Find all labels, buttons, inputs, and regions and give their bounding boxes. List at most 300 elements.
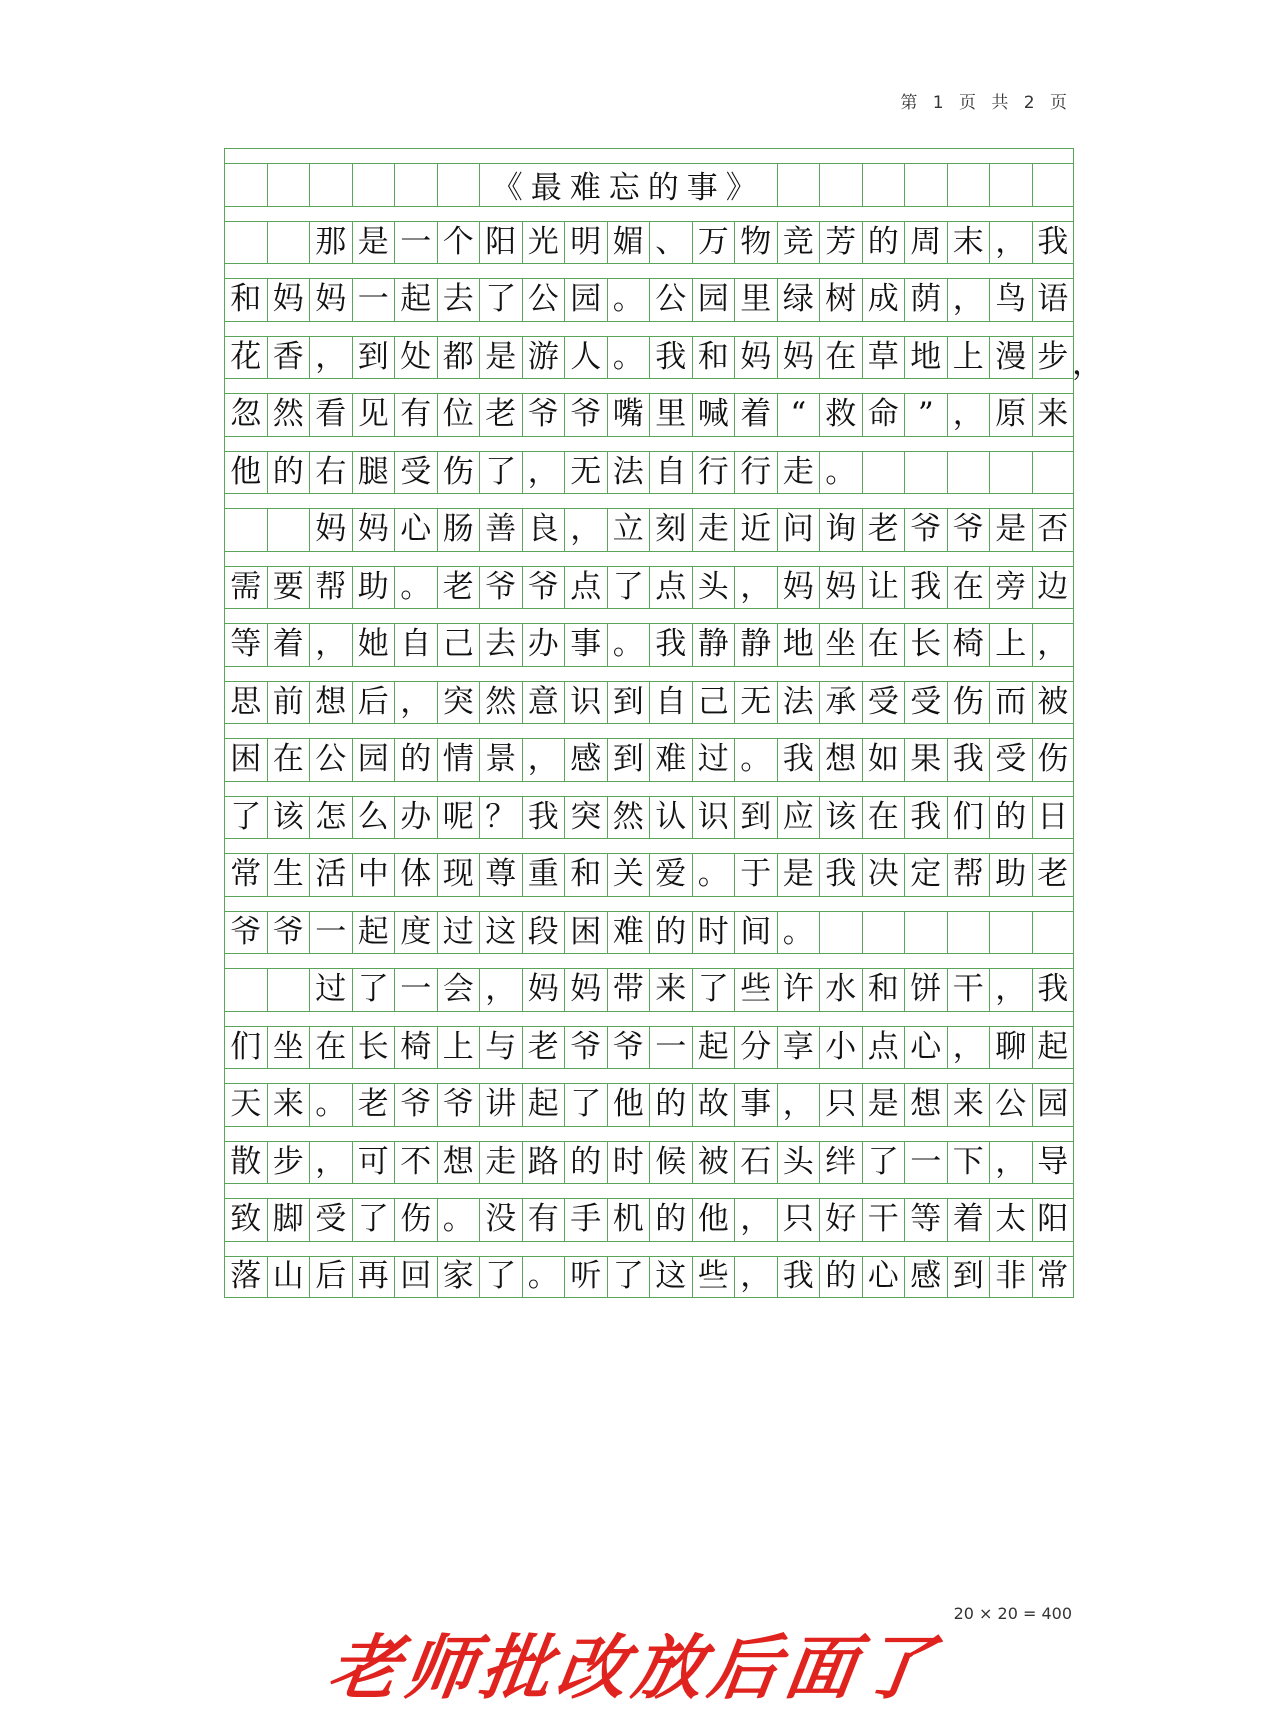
grid-cell: 的	[649, 912, 692, 954]
grid-cell: 花	[224, 337, 267, 379]
grid-cell: 头	[777, 1142, 820, 1184]
grid-cell: 生	[267, 854, 310, 896]
grid-cell	[224, 164, 267, 206]
grid-cell: 起	[352, 912, 395, 954]
text-row	[224, 278, 1074, 321]
grid-cell	[904, 912, 947, 954]
text-row	[224, 1026, 1074, 1069]
grid-cell: ，	[309, 624, 352, 666]
grid-cell: 了	[692, 969, 735, 1011]
grid-cell: 他	[692, 1199, 735, 1241]
row-spacer	[224, 378, 1074, 393]
grid-cell: 竞	[777, 222, 820, 264]
grid-cell: 致	[224, 1199, 267, 1241]
row-spacer	[224, 1068, 1074, 1083]
grid-cell: 绿	[777, 279, 820, 321]
grid-cell: 那	[309, 222, 352, 264]
grid-cell: 一	[309, 912, 352, 954]
grid-cell: 小	[819, 1027, 862, 1069]
grid-cell: 路	[522, 1142, 565, 1184]
grid-cell: 天	[224, 1084, 267, 1126]
grid-cell: 妈	[564, 969, 607, 1011]
grid-cell: 了	[862, 1142, 905, 1184]
grid-cell: 一	[352, 279, 395, 321]
grid-cell: 许	[777, 969, 820, 1011]
grid-cell: 的	[649, 1199, 692, 1241]
grid-cell: 的	[819, 1257, 862, 1298]
grid-cell: 原	[989, 394, 1032, 436]
text-row	[224, 738, 1074, 781]
grid-cell: 我	[649, 624, 692, 666]
grid-cell: 意	[522, 682, 565, 724]
grid-cell	[1032, 912, 1075, 954]
grid-cell: 呢	[437, 797, 480, 839]
grid-cell	[989, 912, 1032, 954]
grid-cell: 有	[522, 1199, 565, 1241]
grid-cell: 个	[437, 222, 480, 264]
grid-cell: 地	[777, 624, 820, 666]
grid-cell: 和	[692, 337, 735, 379]
grid-cell: 点	[564, 567, 607, 609]
grid-cell: 爷	[564, 394, 607, 436]
grid-cell: 否	[1032, 509, 1075, 551]
grid-cell: 伤	[1032, 739, 1075, 781]
grid-cell: 爷	[479, 567, 522, 609]
grid-cell: ，	[734, 567, 777, 609]
grid-cell	[904, 452, 947, 494]
grid-cell: 在	[267, 739, 310, 781]
grid-cell: 一	[904, 1142, 947, 1184]
grid-cell: 爷	[607, 1027, 650, 1069]
overflow-comma: ，	[1072, 345, 1103, 382]
grid-cell: 了	[224, 797, 267, 839]
grid-cell: 的	[564, 1142, 607, 1184]
grid-cell: 只	[819, 1084, 862, 1126]
grid-cell: 要	[267, 567, 310, 609]
grid-cell: “	[777, 394, 820, 436]
grid-cell: 尊	[479, 854, 522, 896]
grid-cell: 这	[649, 1257, 692, 1298]
grid-cell: 边	[1032, 567, 1075, 609]
grid-cell: 到	[352, 337, 395, 379]
grid-cell: 么	[352, 797, 395, 839]
grid-cell: 肠	[437, 509, 480, 551]
grid-cell: 妈	[352, 509, 395, 551]
grid-cell: 们	[224, 1027, 267, 1069]
text-row	[224, 796, 1074, 839]
grid-cell: 看	[309, 394, 352, 436]
grid-cell: 度	[394, 912, 437, 954]
grid-cell: 等	[224, 624, 267, 666]
grid-cell: 受	[862, 682, 905, 724]
grid-cell: 们	[947, 797, 990, 839]
grid-cell: 分	[734, 1027, 777, 1069]
grid-cell: 饼	[904, 969, 947, 1011]
grid-cell: 到	[947, 1257, 990, 1298]
grid-cell: 伤	[437, 452, 480, 494]
text-row	[224, 623, 1074, 666]
grid-cell	[947, 912, 990, 954]
essay-title: 《最难忘的事》	[479, 164, 777, 206]
grid-cell: 椅	[394, 1027, 437, 1069]
grid-cell: 了	[479, 452, 522, 494]
grid-cell	[267, 969, 310, 1011]
grid-cell: 都	[437, 337, 480, 379]
grid-cell: 干	[862, 1199, 905, 1241]
grid-cell: 的	[989, 797, 1032, 839]
grid-cell: 了	[352, 969, 395, 1011]
grid-cell: 脚	[267, 1199, 310, 1241]
grid-cell: 在	[819, 337, 862, 379]
grid-cell: 旁	[989, 567, 1032, 609]
text-row	[224, 508, 1074, 551]
grid-cell	[267, 164, 310, 206]
grid-cell: 事	[734, 1084, 777, 1126]
grid-cell: 想	[819, 739, 862, 781]
grid-cell: 段	[522, 912, 565, 954]
grid-cell	[394, 164, 437, 206]
grid-cell: 步	[267, 1142, 310, 1184]
grid-cell: 走	[777, 452, 820, 494]
grid-cell: 荫	[904, 279, 947, 321]
grid-cell	[947, 164, 990, 206]
grid-cell: 被	[692, 1142, 735, 1184]
grid-cell: 会	[437, 969, 480, 1011]
grid-cell	[862, 452, 905, 494]
grid-cell: 的	[649, 1084, 692, 1126]
grid-cell: 爷	[224, 912, 267, 954]
grid-cell: 我	[819, 854, 862, 896]
grid-cell: 语	[1032, 279, 1075, 321]
grid-cell: 我	[649, 337, 692, 379]
grid-cell: 成	[862, 279, 905, 321]
grid-cell: 后	[352, 682, 395, 724]
grid-cell: 在	[309, 1027, 352, 1069]
grid-cell: 一	[394, 969, 437, 1011]
grid-cell: 然	[607, 797, 650, 839]
grid-cell: 老	[479, 394, 522, 436]
text-row	[224, 911, 1074, 954]
text-row	[224, 451, 1074, 494]
grid-cell: 里	[649, 394, 692, 436]
grid-cell: 常	[224, 854, 267, 896]
grid-cell	[437, 164, 480, 206]
grid-cell: 命	[862, 394, 905, 436]
grid-cell: 腿	[352, 452, 395, 494]
row-spacer	[224, 1241, 1074, 1256]
grid-cell: 在	[862, 797, 905, 839]
grid-cell: 位	[437, 394, 480, 436]
grid-cell: 芳	[819, 222, 862, 264]
grid-cell: 与	[479, 1027, 522, 1069]
grid-cell: 问	[777, 509, 820, 551]
grid-cell: 坐	[267, 1027, 310, 1069]
grid-cell: 园	[1032, 1084, 1075, 1126]
grid-cell: 里	[734, 279, 777, 321]
grid-cell: 过	[309, 969, 352, 1011]
grid-cell: 故	[692, 1084, 735, 1126]
grid-cell: 。	[607, 624, 650, 666]
grid-cell: 刻	[649, 509, 692, 551]
grid-cell: 在	[862, 624, 905, 666]
grid-cell: 到	[607, 682, 650, 724]
grid-cell: 妈	[309, 279, 352, 321]
grid-cell: 承	[819, 682, 862, 724]
row-spacer	[224, 493, 1074, 508]
manuscript-grid	[224, 148, 1074, 1298]
grid-cell: 园	[352, 739, 395, 781]
row-spacer	[224, 723, 1074, 738]
grid-cell: 末	[947, 222, 990, 264]
grid-cell: 识	[692, 797, 735, 839]
grid-cell: 爷	[394, 1084, 437, 1126]
grid-cell: 静	[692, 624, 735, 666]
grid-cell	[309, 164, 352, 206]
grid-cell: 体	[394, 854, 437, 896]
row-spacer	[224, 263, 1074, 278]
grid-cell: ，	[947, 279, 990, 321]
grid-cell: 爷	[904, 509, 947, 551]
grid-cell: 和	[862, 969, 905, 1011]
grid-cell: 思	[224, 682, 267, 724]
grid-cell: 伤	[394, 1199, 437, 1241]
grid-cell: 法	[777, 682, 820, 724]
grid-cell	[862, 164, 905, 206]
grid-cell: 良	[522, 509, 565, 551]
grid-cell: 想	[904, 1084, 947, 1126]
grid-cell: 太	[989, 1199, 1032, 1241]
grid-cell: 落	[224, 1257, 267, 1298]
grid-cell: 询	[819, 509, 862, 551]
grid-cell: 如	[862, 739, 905, 781]
grid-cell: 来	[1032, 394, 1075, 436]
grid-cell: 突	[564, 797, 607, 839]
grid-cell: 和	[224, 279, 267, 321]
grid-cell: 感	[564, 739, 607, 781]
grid-cell: 爷	[947, 509, 990, 551]
grid-cell: 鸟	[989, 279, 1032, 321]
grid-cell: 。	[309, 1084, 352, 1126]
grid-cell	[904, 164, 947, 206]
grid-cell: ，	[947, 394, 990, 436]
grid-cell: 在	[947, 567, 990, 609]
text-row	[224, 1256, 1074, 1299]
page-indicator: 第 1 页 共 2 页	[900, 93, 1072, 113]
grid-cell: 想	[309, 682, 352, 724]
grid-cell: 着	[947, 1199, 990, 1241]
row-spacer	[224, 1011, 1074, 1026]
grid-cell: 老	[437, 567, 480, 609]
grid-cell: 间	[734, 912, 777, 954]
grid-cell: 干	[947, 969, 990, 1011]
grid-cell: 山	[267, 1257, 310, 1298]
grid-cell: 回	[394, 1257, 437, 1298]
grid-cell: ，	[309, 337, 352, 379]
grid-cell: 来	[267, 1084, 310, 1126]
grid-cell: 来	[947, 1084, 990, 1126]
text-row	[224, 393, 1074, 436]
grid-cell: 和	[564, 854, 607, 896]
row-spacer	[224, 206, 1074, 221]
grid-cell: 不	[394, 1142, 437, 1184]
grid-cell: 公	[649, 279, 692, 321]
grid-cell: 嘴	[607, 394, 650, 436]
grid-cell: 好	[819, 1199, 862, 1241]
grid-cell: 现	[437, 854, 480, 896]
grid-cell: 日	[1032, 797, 1075, 839]
grid-cell: 光	[522, 222, 565, 264]
grid-cell: 她	[352, 624, 395, 666]
grid-cell: 助	[352, 567, 395, 609]
grid-cell: 可	[352, 1142, 395, 1184]
grid-cell: 妈	[819, 567, 862, 609]
row-spacer	[224, 148, 1074, 163]
grid-cell: ，	[522, 739, 565, 781]
grid-cell: 行	[692, 452, 735, 494]
grid-cell: 事	[564, 624, 607, 666]
grid-cell: 。	[437, 1199, 480, 1241]
row-spacer	[224, 781, 1074, 796]
grid-cell: ”	[904, 394, 947, 436]
grid-cell: 己	[437, 624, 480, 666]
grid-cell: 到	[734, 797, 777, 839]
grid-cell: 重	[522, 854, 565, 896]
grid-cell: 走	[692, 509, 735, 551]
grid-cell: 妈	[777, 337, 820, 379]
row-spacer	[224, 1183, 1074, 1198]
grid-cell: 爷	[522, 567, 565, 609]
grid-cell: 应	[777, 797, 820, 839]
grid-cell: 处	[394, 337, 437, 379]
grid-cell: 近	[734, 509, 777, 551]
grid-cell: 关	[607, 854, 650, 896]
grid-cell: 老	[1032, 854, 1075, 896]
grid-cell: ，	[564, 509, 607, 551]
grid-cell: 被	[1032, 682, 1075, 724]
grid-cell: 爱	[649, 854, 692, 896]
grid-cell	[224, 222, 267, 264]
grid-cell: 草	[862, 337, 905, 379]
grid-cell: 。	[607, 279, 650, 321]
grid-cell: 怎	[309, 797, 352, 839]
grid-cell: 地	[904, 337, 947, 379]
grid-cell: 我	[1032, 222, 1075, 264]
row-spacer	[224, 896, 1074, 911]
grid-cell: 坐	[819, 624, 862, 666]
title-row	[224, 163, 1074, 206]
grid-cell: 妈	[734, 337, 777, 379]
grid-cell: 下	[947, 1142, 990, 1184]
grid-cell: 走	[479, 1142, 522, 1184]
grid-cell: 了	[479, 279, 522, 321]
grid-cell: 无	[564, 452, 607, 494]
grid-cell: 家	[437, 1257, 480, 1298]
row-spacer	[224, 1126, 1074, 1141]
grid-cell: 。	[692, 854, 735, 896]
grid-cell: 让	[862, 567, 905, 609]
grid-cell: 了	[479, 1257, 522, 1298]
grid-cell: 到	[607, 739, 650, 781]
grid-cell: 常	[1032, 1257, 1075, 1298]
grid-cell	[819, 912, 862, 954]
text-row	[224, 1198, 1074, 1241]
text-row	[224, 1141, 1074, 1184]
grid-cell: 这	[479, 912, 522, 954]
grid-cell: 己	[692, 682, 735, 724]
grid-cell: 没	[479, 1199, 522, 1241]
grid-cell: 步	[1032, 337, 1075, 379]
grid-cell: ，	[734, 1257, 777, 1298]
grid-cell: 园	[692, 279, 735, 321]
grid-cell: 感	[904, 1257, 947, 1298]
grid-cell: 、	[649, 222, 692, 264]
grid-cell: 导	[1032, 1142, 1075, 1184]
grid-cell: 一	[394, 222, 437, 264]
grid-cell: 着	[734, 394, 777, 436]
grid-cell: 了	[352, 1199, 395, 1241]
row-spacer	[224, 666, 1074, 681]
grid-cell: 后	[309, 1257, 352, 1298]
grid-cell: 只	[777, 1199, 820, 1241]
grid-cell: 聊	[989, 1027, 1032, 1069]
grid-cell: 水	[819, 969, 862, 1011]
grid-cell	[777, 164, 820, 206]
grid-cell: 物	[734, 222, 777, 264]
grid-cell: 听	[564, 1257, 607, 1298]
grid-cell: 。	[394, 567, 437, 609]
grid-cell: 伤	[947, 682, 990, 724]
grid-cell: ，	[479, 969, 522, 1011]
grid-cell: 该	[819, 797, 862, 839]
grid-cell: 了	[564, 1084, 607, 1126]
row-spacer	[224, 551, 1074, 566]
grid-cell: 喊	[692, 394, 735, 436]
grid-cell: 绊	[819, 1142, 862, 1184]
grid-cell: ，	[522, 452, 565, 494]
grid-cell: 爷	[437, 1084, 480, 1126]
grid-cell: 活	[309, 854, 352, 896]
grid-cell: 了	[607, 567, 650, 609]
grid-cell: 头	[692, 567, 735, 609]
grid-cell: ，	[989, 969, 1032, 1011]
grid-cell: 公	[309, 739, 352, 781]
grid-cell: 散	[224, 1142, 267, 1184]
grid-cell: 自	[649, 452, 692, 494]
grid-cell: 立	[607, 509, 650, 551]
grid-cell	[989, 164, 1032, 206]
grid-cell: 受	[989, 739, 1032, 781]
grid-cell: 的	[267, 452, 310, 494]
grid-cell: 我	[777, 739, 820, 781]
grid-cell: 办	[522, 624, 565, 666]
grid-cell: 受	[394, 452, 437, 494]
grid-cell: 些	[734, 969, 777, 1011]
row-spacer	[224, 436, 1074, 451]
grid-cell: 上	[989, 624, 1032, 666]
grid-cell: 爷	[267, 912, 310, 954]
text-row	[224, 1083, 1074, 1126]
grid-cell: 心	[862, 1257, 905, 1298]
grid-cell: 突	[437, 682, 480, 724]
row-spacer	[224, 321, 1074, 336]
grid-cell: 见	[352, 394, 395, 436]
text-row	[224, 221, 1074, 264]
grid-cell: 帮	[309, 567, 352, 609]
grid-cell: 难	[649, 739, 692, 781]
grid-cell: 前	[267, 682, 310, 724]
grid-cell: 果	[904, 739, 947, 781]
grid-cell: 起	[1032, 1027, 1075, 1069]
